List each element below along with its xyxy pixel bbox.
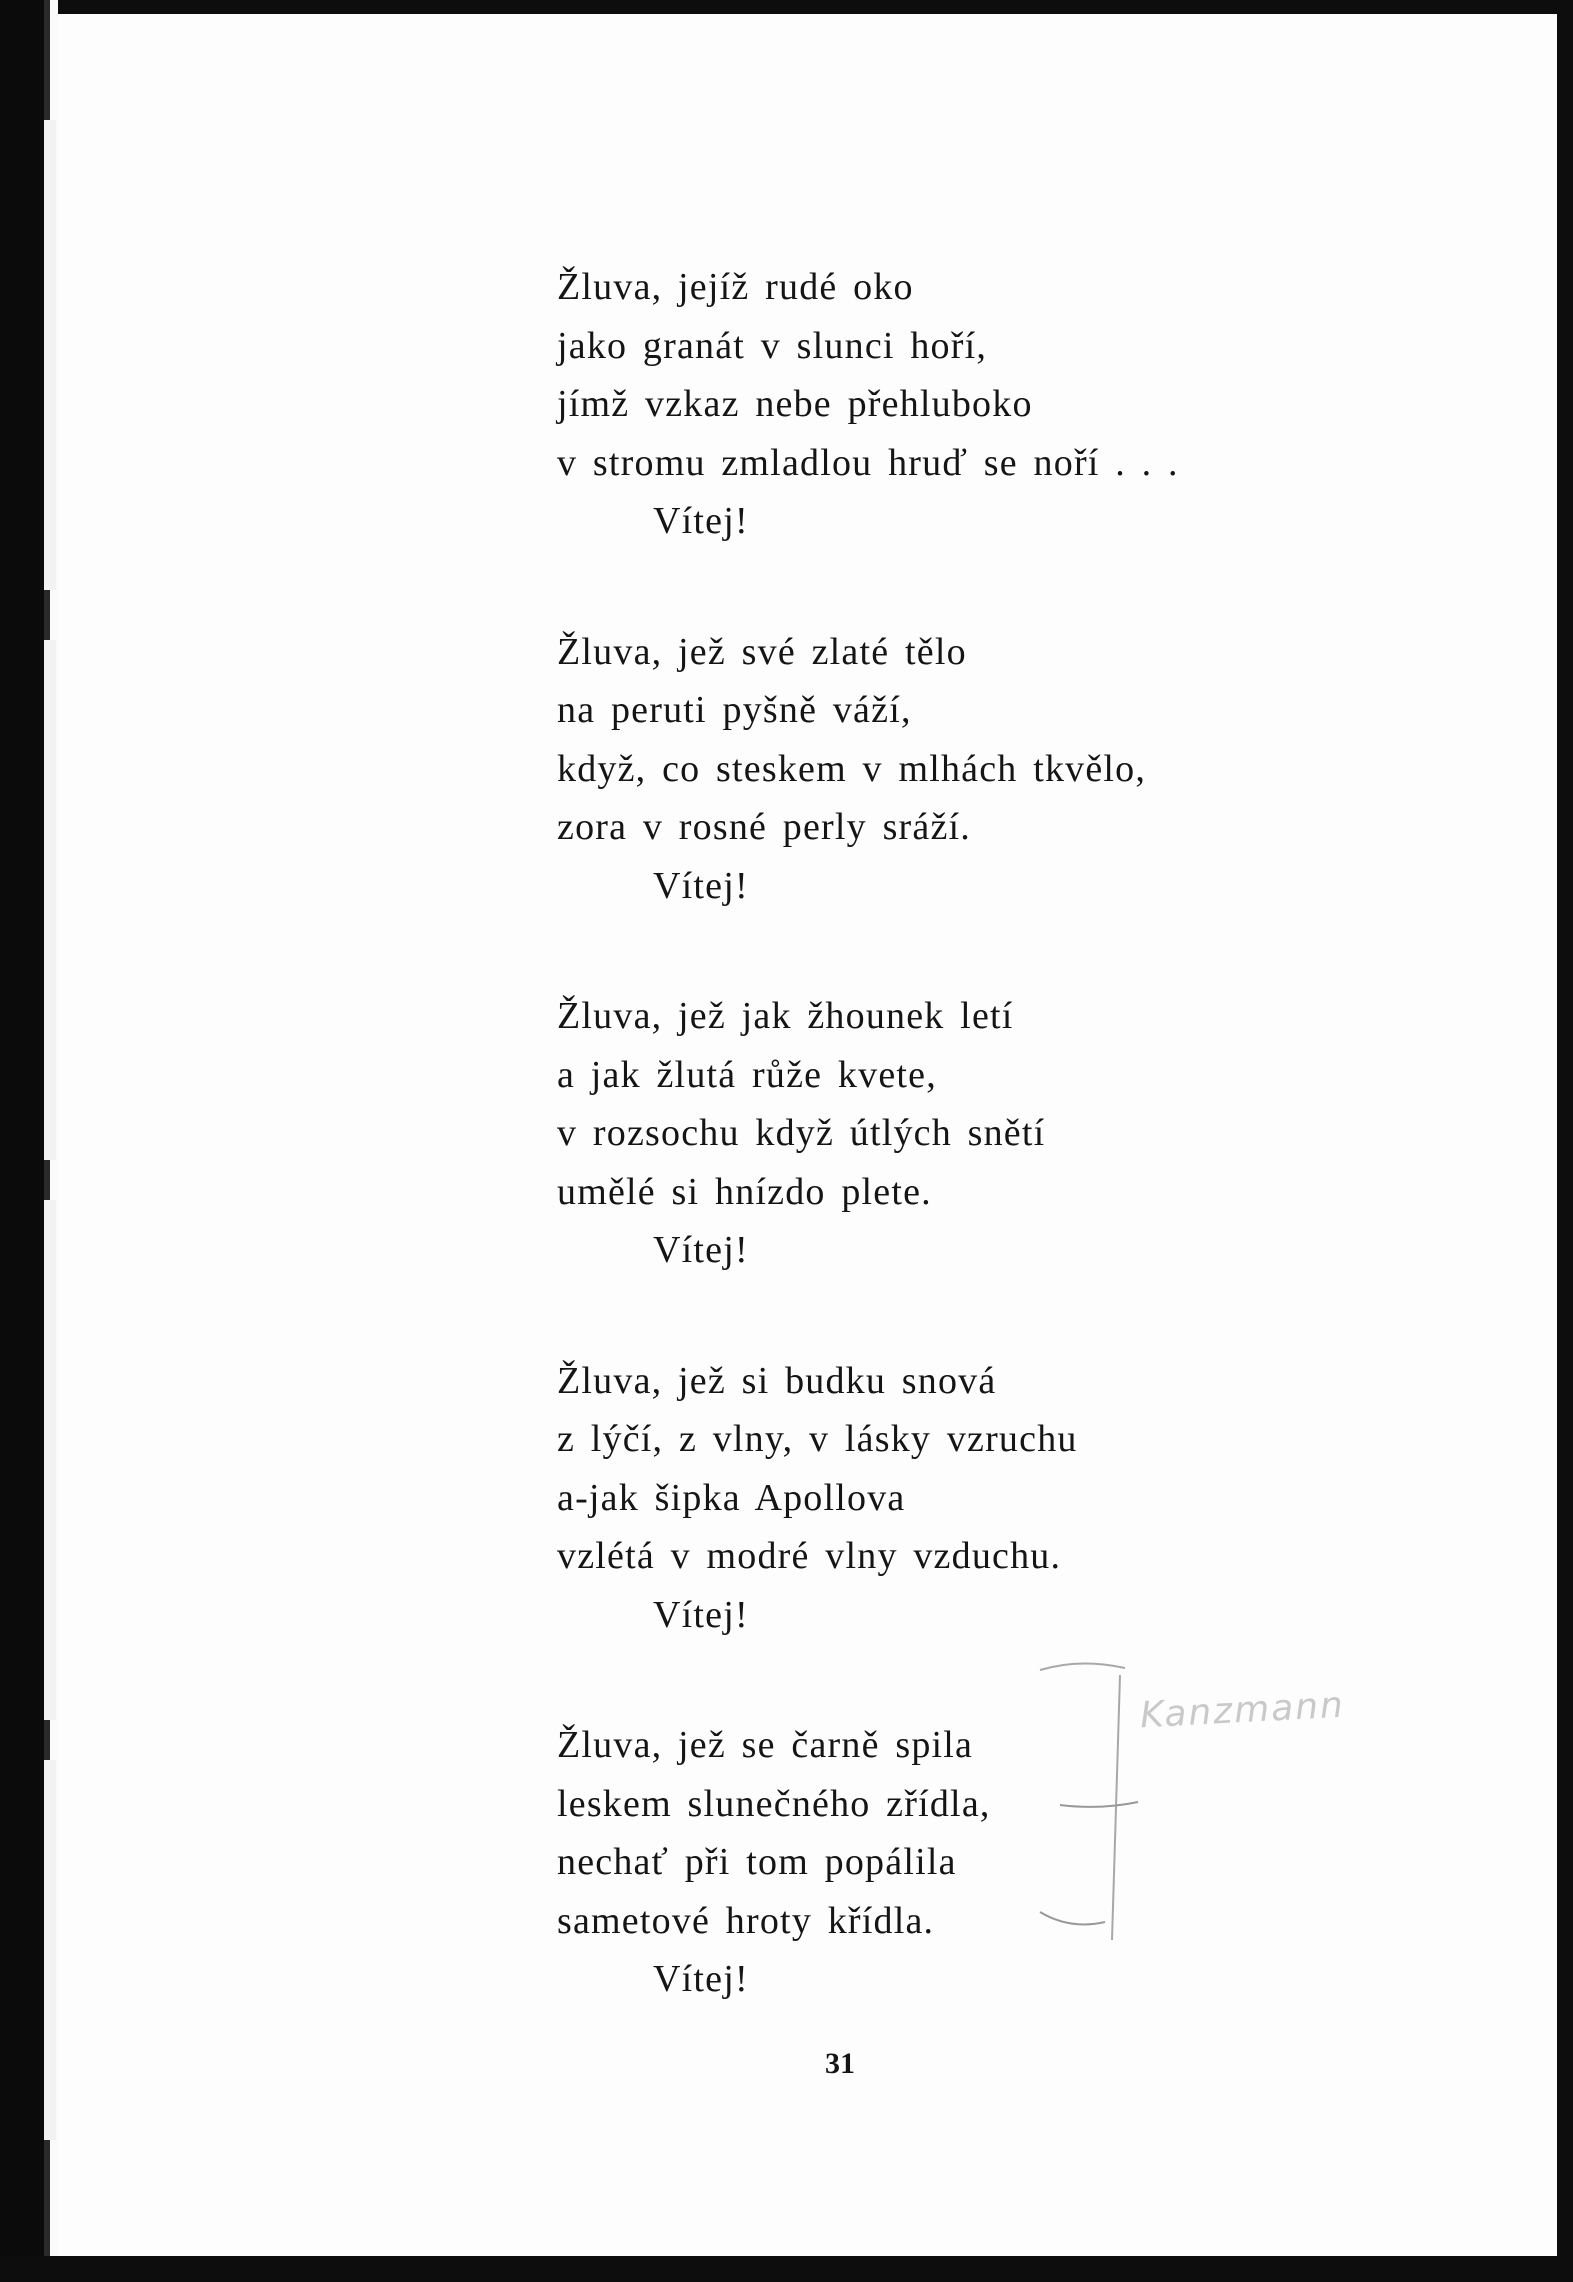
stanza — [557, 1352, 1179, 1645]
refrain: Vítej! — [653, 1229, 749, 1271]
poem-line: vzlétá v modré vlny vzduchu. — [557, 1535, 1062, 1577]
scan-border-left — [0, 0, 58, 2282]
refrain: Vítej! — [653, 1958, 749, 2000]
stanza — [557, 623, 1179, 916]
page-number: 31 — [825, 2047, 855, 2080]
stanza — [557, 258, 1179, 551]
poem-line: z lýčí, z vlny, v lásky vzruchu — [557, 1418, 1078, 1460]
poem-line: v stromu zmladlou hruď se noří . . . — [557, 441, 1179, 484]
scan-border-bottom — [0, 2256, 1573, 2282]
poem-line: Žluva, jež si budku snová — [557, 1359, 997, 1402]
poem-line: nechať při tom popálila — [557, 1841, 957, 1883]
poem-line: a-jak šipka Apollova — [557, 1476, 906, 1519]
refrain: Vítej! — [653, 864, 749, 907]
refrain: Vítej! — [653, 500, 749, 542]
scan-border-right — [1557, 0, 1573, 2282]
poem-line: Žluva, jejíž rudé oko — [557, 266, 914, 308]
poem-line: sametové hroty křídla. — [557, 1899, 935, 1942]
poem-line: když, co steskem v mlhách tkvělo, — [557, 747, 1147, 790]
poem-line: a jak žlutá růže kvete, — [557, 1053, 937, 1096]
pencil-signature: Kanzmann — [1139, 1684, 1346, 1737]
scan-border-top — [0, 0, 1573, 14]
poem-line: Žluva, jež své zlaté tělo — [557, 630, 967, 673]
poem-line: leskem slunečného zřídla, — [557, 1782, 991, 1825]
poem-line: jímž vzkaz nebe přehluboko — [557, 383, 1033, 425]
poem-line: v rozsochu když útlých snětí — [557, 1112, 1046, 1154]
poem-line: Žluva, jež se čarně spila — [557, 1724, 974, 1766]
refrain: Vítej! — [653, 1593, 749, 1636]
poem-line: na peruti pyšně váží, — [557, 689, 912, 731]
poem-line: umělé si hnízdo plete. — [557, 1170, 932, 1213]
poem-line: jako granát v slunci hoří, — [557, 324, 988, 367]
poem-line: zora v rosné perly sráží. — [557, 806, 972, 848]
poem-line: Žluva, jež jak žhounek letí — [557, 995, 1014, 1037]
stanza — [557, 987, 1179, 1280]
